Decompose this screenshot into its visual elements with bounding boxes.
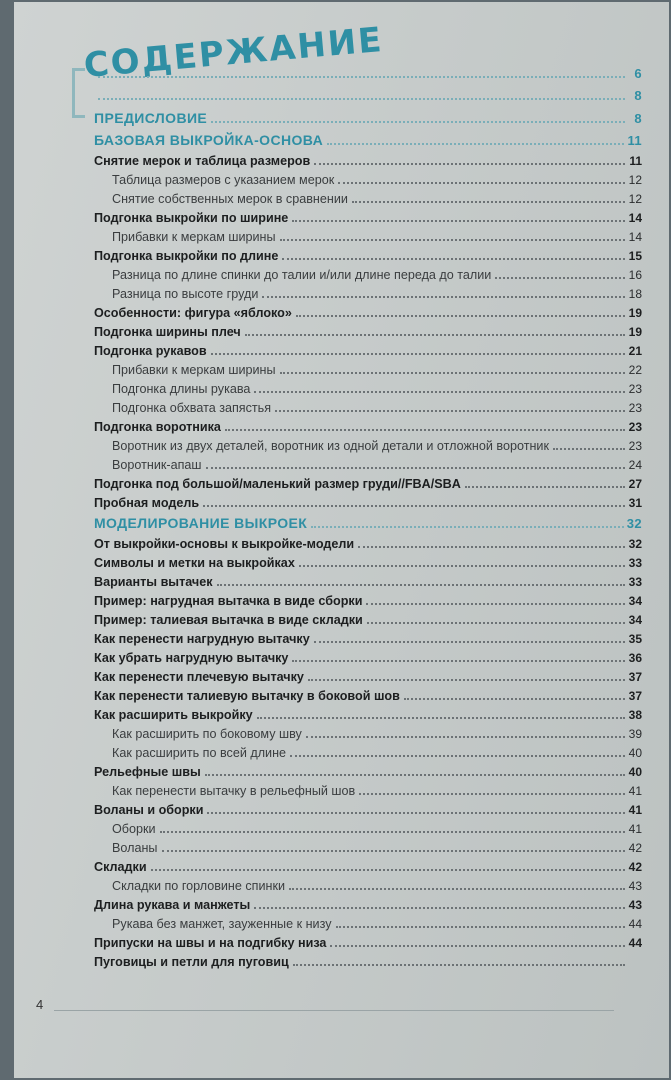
toc-entry-page: 33 [628, 575, 642, 589]
toc-entry-label: От выкройки-основы к выкройке-модели [94, 537, 355, 551]
toc-entry-label: Разница по высоте груди [112, 287, 259, 301]
toc-entry-page: 43 [628, 898, 642, 912]
toc-entry-page: 39 [628, 727, 642, 741]
toc-entry-label: Как расширить выкройку [94, 708, 253, 722]
toc-section-label: МОДЕЛИРОВАНИЕ ВЫКРОЕК [94, 515, 308, 531]
toc-entry-label: Подгонка рукавов [94, 344, 207, 358]
toc-entry-page: 8 [634, 111, 642, 126]
toc-row [94, 173, 642, 192]
leader-dots [254, 907, 625, 909]
toc-entry-label: Снятие собственных мерок в сравнении [112, 192, 348, 206]
toc-entry-page: 16 [628, 268, 642, 282]
toc-row [94, 670, 642, 689]
toc-entry-label: Подгонка выкройки по ширине [94, 211, 289, 225]
toc-entry-page: 35 [628, 632, 642, 646]
leader-dots [338, 182, 625, 184]
leader-dots [217, 584, 625, 586]
toc-entry-page: 23 [628, 420, 642, 434]
toc-row [94, 420, 642, 439]
toc-entry-page: 37 [628, 670, 642, 684]
toc-entry-label: Пример: нагрудная вытачка в виде сборки [94, 594, 363, 608]
toc-section-label: ПРЕДИСЛОВИЕ [94, 110, 208, 126]
toc-entry-label: Разница по длине спинки до талии и/или длине переда до талии [112, 268, 492, 282]
toc-entry-page: 44 [628, 917, 642, 931]
leader-dots [314, 641, 625, 643]
toc-entry-page: 44 [628, 936, 642, 950]
toc-entry-page: 40 [628, 746, 642, 760]
toc-row [94, 132, 642, 154]
toc-entry-label: Подгонка ширины плеч [94, 325, 241, 339]
toc-entry-page: 41 [628, 803, 642, 817]
toc-entry-page: 27 [628, 477, 642, 491]
leader-dots [262, 296, 625, 298]
leader-dots [359, 793, 625, 795]
toc-entry-label: Прибавки к меркам ширины [112, 230, 276, 244]
toc-entry-page: 14 [628, 230, 642, 244]
toc-entry-label: Особенности: фигура «яблоко» [94, 306, 292, 320]
leader-dots [352, 201, 625, 203]
toc-entry-label: Воланы [112, 841, 158, 855]
toc-entry-label: Оборки [112, 822, 156, 836]
leader-dots [336, 926, 625, 928]
leader-dots [280, 372, 625, 374]
toc-entry-label: Длина рукава и манжеты [94, 898, 251, 912]
leader-dots [404, 698, 625, 700]
toc-row [94, 575, 642, 594]
leader-dots [358, 546, 625, 548]
toc-row [94, 458, 642, 477]
toc-entry-page: 38 [628, 708, 642, 722]
toc-entry-page: 19 [628, 306, 642, 320]
footer-rule [54, 1010, 614, 1011]
leader-dots [162, 850, 626, 852]
toc-row [94, 860, 642, 879]
toc-row [94, 613, 642, 632]
leader-dots [311, 526, 624, 528]
toc-row [94, 230, 642, 249]
toc-row [94, 88, 642, 110]
leader-dots [245, 334, 625, 336]
toc-entry-page: 32 [626, 516, 642, 531]
toc-row [94, 879, 642, 898]
toc-row [94, 287, 642, 306]
toc-row [94, 822, 642, 841]
toc-entry-page: 41 [628, 822, 642, 836]
toc-row [94, 382, 642, 401]
toc-entry-label: Складки [94, 860, 147, 874]
toc-row [94, 249, 642, 268]
toc-entry-page: 32 [628, 537, 642, 551]
toc-row [94, 192, 642, 211]
toc-entry-label: Пример: талиевая вытачка в виде складки [94, 613, 363, 627]
toc-entry-page: 41 [628, 784, 642, 798]
toc-row [94, 537, 642, 556]
toc-row [94, 841, 642, 860]
toc-row [94, 746, 642, 765]
toc-entry-label: Припуски на швы и на подгибку низа [94, 936, 327, 950]
toc-row [94, 306, 642, 325]
leader-dots [211, 121, 625, 123]
toc-entry-page: 8 [634, 88, 642, 103]
toc-row [94, 66, 642, 88]
leader-dots [299, 565, 625, 567]
toc-entry-page: 24 [628, 458, 642, 472]
toc-entry-label: Подгонка выкройки по длине [94, 249, 279, 263]
toc-entry-label: Воротник-апаш [112, 458, 202, 472]
toc-row [94, 515, 642, 537]
toc-section-label: БАЗОВАЯ ВЫКРОЙКА-ОСНОВА [94, 132, 324, 148]
leader-dots [207, 812, 625, 814]
toc-row [94, 936, 642, 955]
leader-dots [314, 163, 625, 165]
leader-dots [330, 945, 625, 947]
toc-row [94, 268, 642, 287]
toc-row [94, 803, 642, 822]
toc-row [94, 765, 642, 784]
toc-entry-page: 37 [628, 689, 642, 703]
toc-row [94, 477, 642, 496]
leader-dots [306, 736, 625, 738]
leader-dots [296, 315, 625, 317]
leader-dots [292, 220, 625, 222]
leader-dots [290, 755, 625, 757]
toc-row [94, 784, 642, 803]
toc-entry-page: 23 [628, 439, 642, 453]
leader-dots [293, 964, 625, 966]
toc-row [94, 344, 642, 363]
toc-entry-page: 12 [628, 173, 642, 187]
leader-dots [203, 505, 625, 507]
toc-entry-page: 23 [628, 382, 642, 396]
title-bracket [72, 68, 85, 118]
leader-dots [206, 467, 625, 469]
book-page [14, 2, 669, 1078]
leader-dots [465, 486, 625, 488]
toc-entry-label: Рельефные швы [94, 765, 201, 779]
toc-entry-page: 12 [628, 192, 642, 206]
toc-entry-label: Складки по горловине спинки [112, 879, 286, 893]
toc-entry-page: 11 [627, 133, 642, 148]
toc-entry-label: Как перенести талиевую вытачку в боковой шов [94, 689, 400, 703]
toc-entry-page: 19 [628, 325, 642, 339]
toc-row [94, 363, 642, 382]
leader-dots [257, 717, 625, 719]
leader-dots [367, 622, 625, 624]
toc-entry-label: Подгонка обхвата запястья [112, 401, 272, 415]
toc-entry-label: Как перенести нагрудную вытачку [94, 632, 310, 646]
toc-row [94, 898, 642, 917]
toc-row [94, 708, 642, 727]
toc-row [94, 651, 642, 670]
toc-entry-page: 22 [628, 363, 642, 377]
leader-dots [282, 258, 625, 260]
toc-entry-page: 36 [628, 651, 642, 665]
toc-entry-label: Как расширить по всей длине [112, 746, 287, 760]
toc-row [94, 632, 642, 651]
leader-dots [160, 831, 625, 833]
leader-dots [151, 869, 625, 871]
toc-entry-label: Таблица размеров с указанием мерок [112, 173, 335, 187]
toc-entry-page: 42 [628, 860, 642, 874]
toc-row [94, 917, 642, 936]
toc-entry-label: Подгонка под большой/маленький размер груди//FBA/SBA [94, 477, 461, 491]
page-number: 4 [36, 997, 44, 1012]
toc-entry-page: 14 [628, 211, 642, 225]
toc-entry-page: 21 [628, 344, 642, 358]
toc-entry-page: 31 [628, 496, 642, 510]
toc-row [94, 955, 642, 974]
toc-entry-label: Воротник из двух деталей, воротник из одной детали и отложной воротник [112, 439, 549, 453]
leader-dots [553, 448, 625, 450]
toc-entry-page: 33 [628, 556, 642, 570]
toc-entry-label: Как расширить по боковому шву [112, 727, 302, 741]
leader-dots [327, 143, 624, 145]
toc-row [94, 154, 642, 173]
toc-entry-page: 34 [628, 613, 642, 627]
leader-dots [98, 76, 625, 78]
toc-row [94, 496, 642, 515]
leader-dots [308, 679, 625, 681]
toc-entry-label: Воланы и оборки [94, 803, 204, 817]
table-of-contents [94, 66, 642, 974]
toc-entry-page: 18 [628, 287, 642, 301]
toc-entry-label: Прибавки к меркам ширины [112, 363, 276, 377]
toc-entry-page: 6 [634, 66, 642, 81]
leader-dots [495, 277, 625, 279]
page-title: СОДЕРЖАНИЕ [82, 19, 385, 86]
leader-dots [254, 391, 625, 393]
toc-row [94, 594, 642, 613]
toc-entry-label: Подгонка длины рукава [112, 382, 251, 396]
toc-entry-page: 42 [628, 841, 642, 855]
toc-row [94, 689, 642, 708]
leader-dots [280, 239, 625, 241]
leader-dots [366, 603, 625, 605]
toc-entry-page: 34 [628, 594, 642, 608]
leader-dots [211, 353, 625, 355]
toc-row [94, 401, 642, 420]
toc-entry-page: 15 [628, 249, 642, 263]
leader-dots [205, 774, 625, 776]
toc-entry-label: Пробная модель [94, 496, 200, 510]
toc-entry-label: Варианты вытачек [94, 575, 213, 589]
toc-entry-page: 23 [628, 401, 642, 415]
toc-row [94, 439, 642, 458]
toc-entry-page: 40 [628, 765, 642, 779]
toc-entry-label: Снятие мерок и таблица размеров [94, 154, 311, 168]
toc-entry-page: 43 [628, 879, 642, 893]
leader-dots [275, 410, 625, 412]
toc-entry-label: Подгонка воротника [94, 420, 221, 434]
toc-entry-label: Рукава без манжет, зауженные к низу [112, 917, 332, 931]
toc-entry-label: Символы и метки на выкройках [94, 556, 295, 570]
toc-entry-label: Как перенести вытачку в рельефный шов [112, 784, 356, 798]
toc-entry-label: Пуговицы и петли для пуговиц [94, 955, 289, 969]
toc-entry-label: Как убрать нагрудную вытачку [94, 651, 289, 665]
toc-row [94, 211, 642, 230]
toc-entry-page: 11 [629, 154, 642, 168]
toc-row [94, 325, 642, 344]
leader-dots [225, 429, 625, 431]
leader-dots [292, 660, 625, 662]
toc-row [94, 727, 642, 746]
leader-dots [98, 98, 625, 100]
toc-entry-label: Как перенести плечевую вытачку [94, 670, 304, 684]
toc-row [94, 110, 642, 132]
toc-row [94, 556, 642, 575]
leader-dots [289, 888, 625, 890]
